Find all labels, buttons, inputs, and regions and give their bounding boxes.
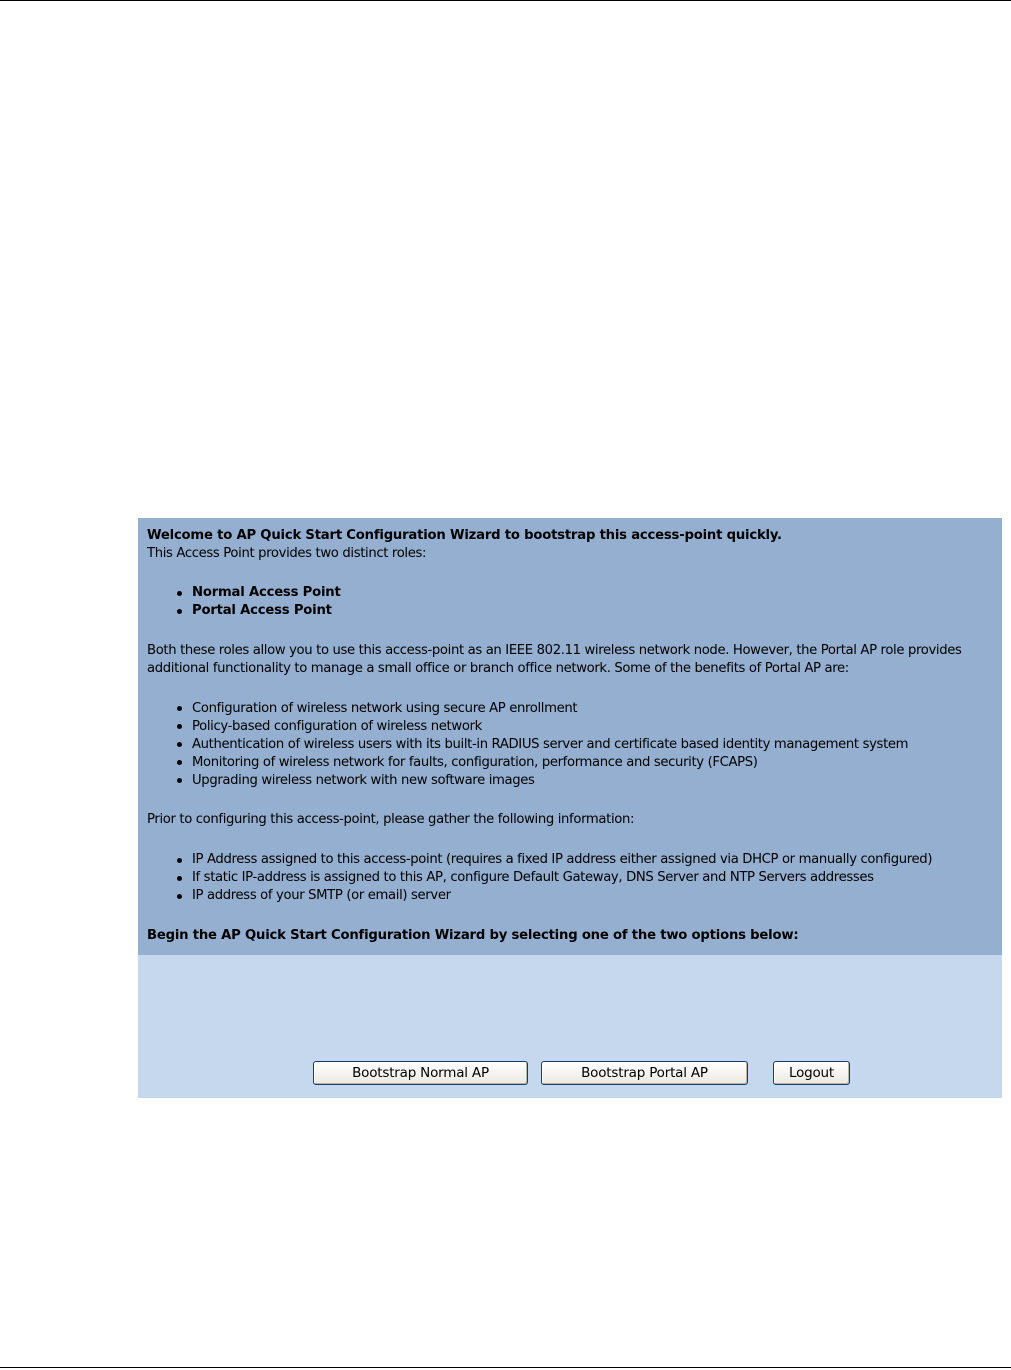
- bullet-icon: [177, 894, 182, 899]
- bullet-icon: [177, 724, 182, 729]
- top-rule: [0, 0, 1011, 1]
- bullet-icon: [177, 609, 182, 614]
- role-normal-ap: Normal Access Point: [192, 585, 341, 600]
- welcome-heading: Welcome to AP Quick Start Configuration Wizard to bootstrap this access-point quickly.: [147, 528, 782, 543]
- bullet-icon: [177, 591, 182, 596]
- bullet-icon: [177, 858, 182, 863]
- roles-intro: This Access Point provides two distinct roles:: [147, 546, 427, 561]
- benefit-text: Policy-based configuration of wireless network: [192, 719, 482, 734]
- benefit-text: Authentication of wireless users with its built-in RADIUS server and certificate based identity management system: [192, 737, 909, 752]
- benefit-text: Monitoring of wireless network for faults, configuration, performance and security (FCAPS): [192, 755, 758, 770]
- prereq-intro: Prior to configuring this access-point, please gather the following information:: [147, 812, 635, 827]
- role-portal-ap: Portal Access Point: [192, 603, 332, 618]
- begin-prompt: Begin the AP Quick Start Configuration Wizard by selecting one of the two options below:: [147, 928, 799, 943]
- logout-button[interactable]: Logout: [773, 1061, 850, 1085]
- bullet-icon: [177, 706, 182, 711]
- wizard-action-panel: [138, 955, 1002, 1098]
- quick-start-wizard: [138, 518, 1002, 1098]
- prereq-text: If static IP-address is assigned to this AP, configure Default Gateway, DNS Server and NTP Servers addresses: [192, 870, 874, 885]
- benefits-intro-line-1: Both these roles allow you to use this access-point as an IEEE 802.11 wireless network node. However, the Portal AP role provides: [147, 643, 962, 658]
- prereq-text: IP address of your SMTP (or email) server: [192, 888, 451, 903]
- bottom-rule: [0, 1367, 1011, 1368]
- prereq-text: IP Address assigned to this access-point (requires a fixed IP address either assigned via DHCP or manually configured): [192, 852, 933, 867]
- benefits-intro-line-2: additional functionality to manage a small office or branch office network. Some of the benefits of Portal AP are:: [147, 661, 849, 676]
- wizard-info-panel: [138, 518, 1002, 955]
- bullet-icon: [177, 760, 182, 765]
- bootstrap-normal-ap-button[interactable]: Bootstrap Normal AP: [313, 1061, 528, 1085]
- bullet-icon: [177, 742, 182, 747]
- benefit-text: Upgrading wireless network with new software images: [192, 773, 535, 788]
- bootstrap-portal-ap-button[interactable]: Bootstrap Portal AP: [541, 1061, 748, 1085]
- benefit-text: Configuration of wireless network using secure AP enrollment: [192, 701, 578, 716]
- bullet-icon: [177, 778, 182, 783]
- bullet-icon: [177, 876, 182, 881]
